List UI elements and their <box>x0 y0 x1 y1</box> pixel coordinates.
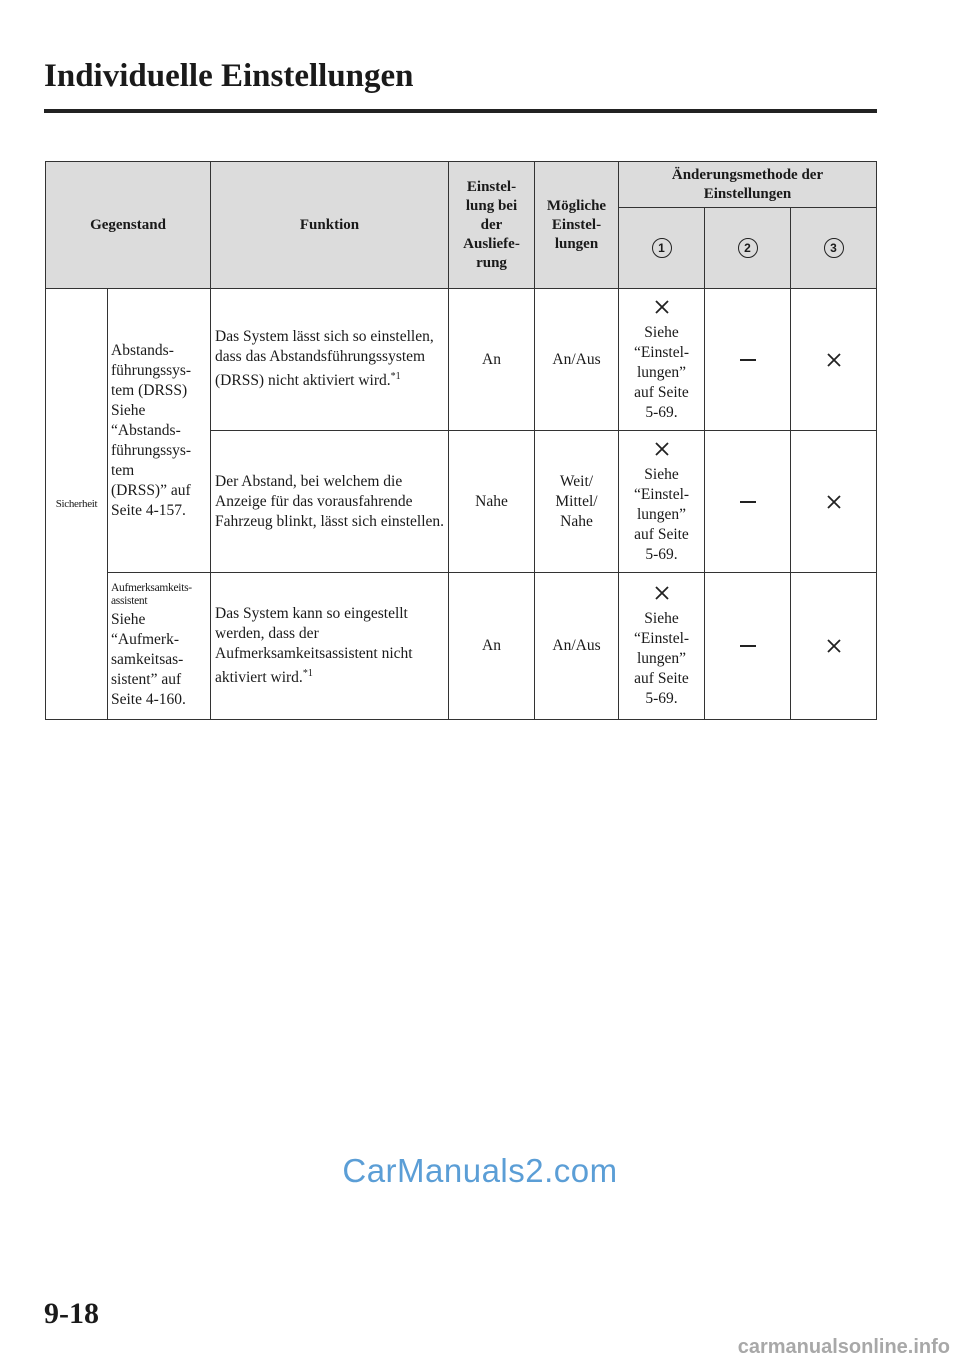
options-text: Weit/ Mittel/ Nahe <box>555 472 598 530</box>
item-cell <box>108 289 211 573</box>
header-auslieferung <box>449 162 535 289</box>
header-moegliche-text: Mögliche Einstel- lungen <box>546 197 607 252</box>
method-1-text: Siehe “Einstel- lungen” auf Seite 5-69. <box>633 465 690 563</box>
function-text: Das System lässt sich so einstellen, dass das Abstandsführungssystem (DRSS) nicht aktiviert wird. <box>215 328 434 390</box>
header-funktion: Funktion <box>211 162 449 289</box>
dash-icon <box>740 645 756 647</box>
method-3-cell <box>791 289 877 431</box>
circled-1-icon: 1 <box>652 238 672 258</box>
method-1-text: Siehe “Einstel- lungen” auf Seite 5-69. <box>633 323 690 421</box>
header-method-2 <box>705 208 791 289</box>
function-cell <box>211 289 449 431</box>
table-row <box>46 289 877 431</box>
footnote-marker: *1 <box>302 667 313 679</box>
item-text: Siehe “Aufmerk- samkeitsas- sistent” auf Seite 4-160. <box>111 611 186 708</box>
default-cell: An <box>449 289 535 431</box>
method-1-cell <box>619 431 705 573</box>
function-cell <box>211 573 449 720</box>
options-cell <box>535 573 619 720</box>
item-text: Abstands- führungssys- tem (DRSS) Siehe “Abstands- führungssys- tem (DRSS)” auf Seite 4-157. <box>111 341 192 519</box>
options-text: An/Aus <box>552 637 601 654</box>
table-row <box>46 573 877 720</box>
header-method-1 <box>619 208 705 289</box>
circled-3-icon: 3 <box>824 238 844 258</box>
method-1-cell <box>619 289 705 431</box>
header-methode <box>619 162 877 208</box>
method-1-cell <box>619 573 705 720</box>
dash-icon <box>740 501 756 503</box>
footnote-marker: *1 <box>390 371 401 383</box>
header-gegenstand: Gegenstand <box>46 162 211 289</box>
options-cell <box>535 431 619 573</box>
item-cell <box>108 573 211 720</box>
circled-2-icon: 2 <box>738 238 758 258</box>
cross-icon <box>825 351 843 369</box>
header-auslieferung-text: Einstel- lung bei der Ausliefe- rung <box>463 178 520 271</box>
function-cell <box>211 431 449 573</box>
cross-icon <box>653 584 671 602</box>
title-divider <box>44 109 877 113</box>
options-cell <box>535 289 619 431</box>
header-method-3 <box>791 208 877 289</box>
watermark: CarManuals2.com <box>342 1152 618 1189</box>
header-moegliche <box>535 162 619 289</box>
function-text: Der Abstand, bei welchem die Anzeige für das vorausfahrende Fahrzeug blinkt, lässt sich einstellen. <box>215 472 445 530</box>
options-text: An/Aus <box>552 350 601 368</box>
default-cell: Nahe <box>449 431 535 573</box>
cross-icon <box>825 637 843 655</box>
method-2-cell <box>705 573 791 720</box>
cross-icon <box>825 493 843 511</box>
category-cell: Sicherheit <box>46 289 108 720</box>
method-1-text: Siehe “Einstel- lungen” auf Seite 5-69. <box>633 610 690 707</box>
method-3-cell <box>791 431 877 573</box>
method-2-cell <box>705 431 791 573</box>
page-title: Individuelle Einstellungen <box>44 58 414 94</box>
page-number: 9-18 <box>44 1297 99 1330</box>
watermark-secondary: carmanualsonline.info <box>737 1336 950 1358</box>
cross-icon <box>653 298 671 316</box>
settings-table <box>45 161 877 720</box>
cross-icon <box>653 440 671 458</box>
item-small-text: Aufmerksamkeits- assistent <box>111 582 192 607</box>
function-text: Das System kann so eingestellt werden, dass der Aufmerksamkeitsassistent nicht aktiviert wird. <box>215 604 413 687</box>
method-2-cell <box>705 289 791 431</box>
default-cell: An <box>449 573 535 720</box>
method-3-cell <box>791 573 877 720</box>
header-methode-text: Änderungsmethode der Einstellungen <box>671 166 824 202</box>
dash-icon <box>740 359 756 361</box>
